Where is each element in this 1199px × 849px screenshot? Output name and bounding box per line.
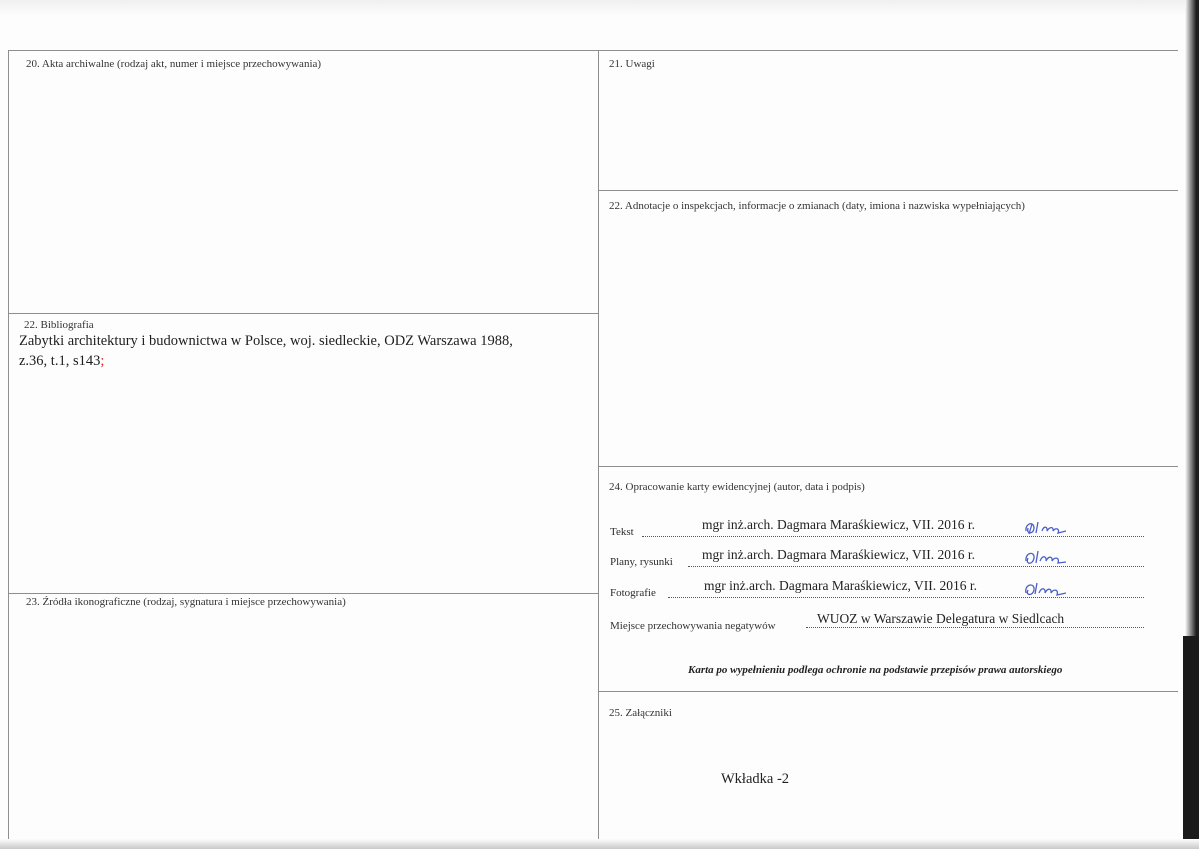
- center-divider: [598, 50, 599, 840]
- bibliografia-line-2: z.36, t.1, s143;: [19, 353, 105, 369]
- negatywy-label: Miejsce przechowywania negatywów: [610, 620, 776, 632]
- copyright-note: Karta po wypełnieniu podlega ochronie na podstawie przepisów prawa autorskiego: [688, 664, 1063, 676]
- divider-zalaczniki: [598, 691, 1178, 692]
- zalaczniki-label: 25. Załączniki: [609, 707, 672, 719]
- uwagi-label: 21. Uwagi: [609, 58, 655, 70]
- bibliografia-label: 22. Bibliografia: [24, 319, 94, 331]
- opracowanie-label: 24. Opracowanie karty ewidencyjnej (autor, data i podpis): [609, 481, 865, 493]
- divider-opracowanie: [598, 466, 1178, 467]
- row-fotografie-value: mgr inż.arch. Dagmara Maraśkiewicz, VII. 2016 r.: [704, 578, 978, 593]
- signature-plany: [1022, 549, 1068, 567]
- signature-tekst: [1022, 519, 1068, 537]
- divider-bibliografia: [8, 313, 598, 314]
- row-plany: [610, 548, 1144, 568]
- row-fotografie-label: Fotografie: [610, 587, 656, 599]
- bibliografia-line-1: Zabytki architektury i budownictwa w Polsce, woj. siedleckie, ODZ Warszawa 1988,: [19, 333, 513, 349]
- wkladka-text: Wkładka -2: [721, 771, 790, 787]
- top-border: [8, 50, 1178, 51]
- row-tekst: [610, 518, 1144, 538]
- signature-fotografie: [1022, 580, 1068, 598]
- akta-label: 20. Akta archiwalne (rodzaj akt, numer i miejsce przechowywania): [26, 58, 322, 70]
- row-tekst-label: Tekst: [610, 526, 634, 538]
- row-tekst-value: mgr inż.arch. Dagmara Maraśkiewicz, VII. 2016 r.: [702, 517, 976, 532]
- divider-zrodla: [8, 593, 598, 594]
- bibliografia-entry: [19, 331, 513, 371]
- adnotacje-label: 22. Adnotacje o inspekcjach, informacje o zmianach (daty, imiona i nazwiska wypełniających): [609, 200, 1025, 212]
- left-border: [8, 50, 9, 840]
- divider-adnotacje: [598, 190, 1178, 191]
- row-plany-value: mgr inż.arch. Dagmara Maraśkiewicz, VII. 2016 r.: [702, 547, 976, 562]
- negatywy-value: WUOZ w Warszawie Delegatura w Siedlcach: [817, 611, 1065, 626]
- row-fotografie: [610, 579, 1144, 599]
- row-plany-label: Plany, rysunki: [610, 556, 673, 568]
- zrodla-label: 23. Źródła ikonograficzne (rodzaj, sygnatura i miejsce przechowywania): [26, 596, 346, 608]
- bibliografia-mark: ;: [100, 353, 105, 369]
